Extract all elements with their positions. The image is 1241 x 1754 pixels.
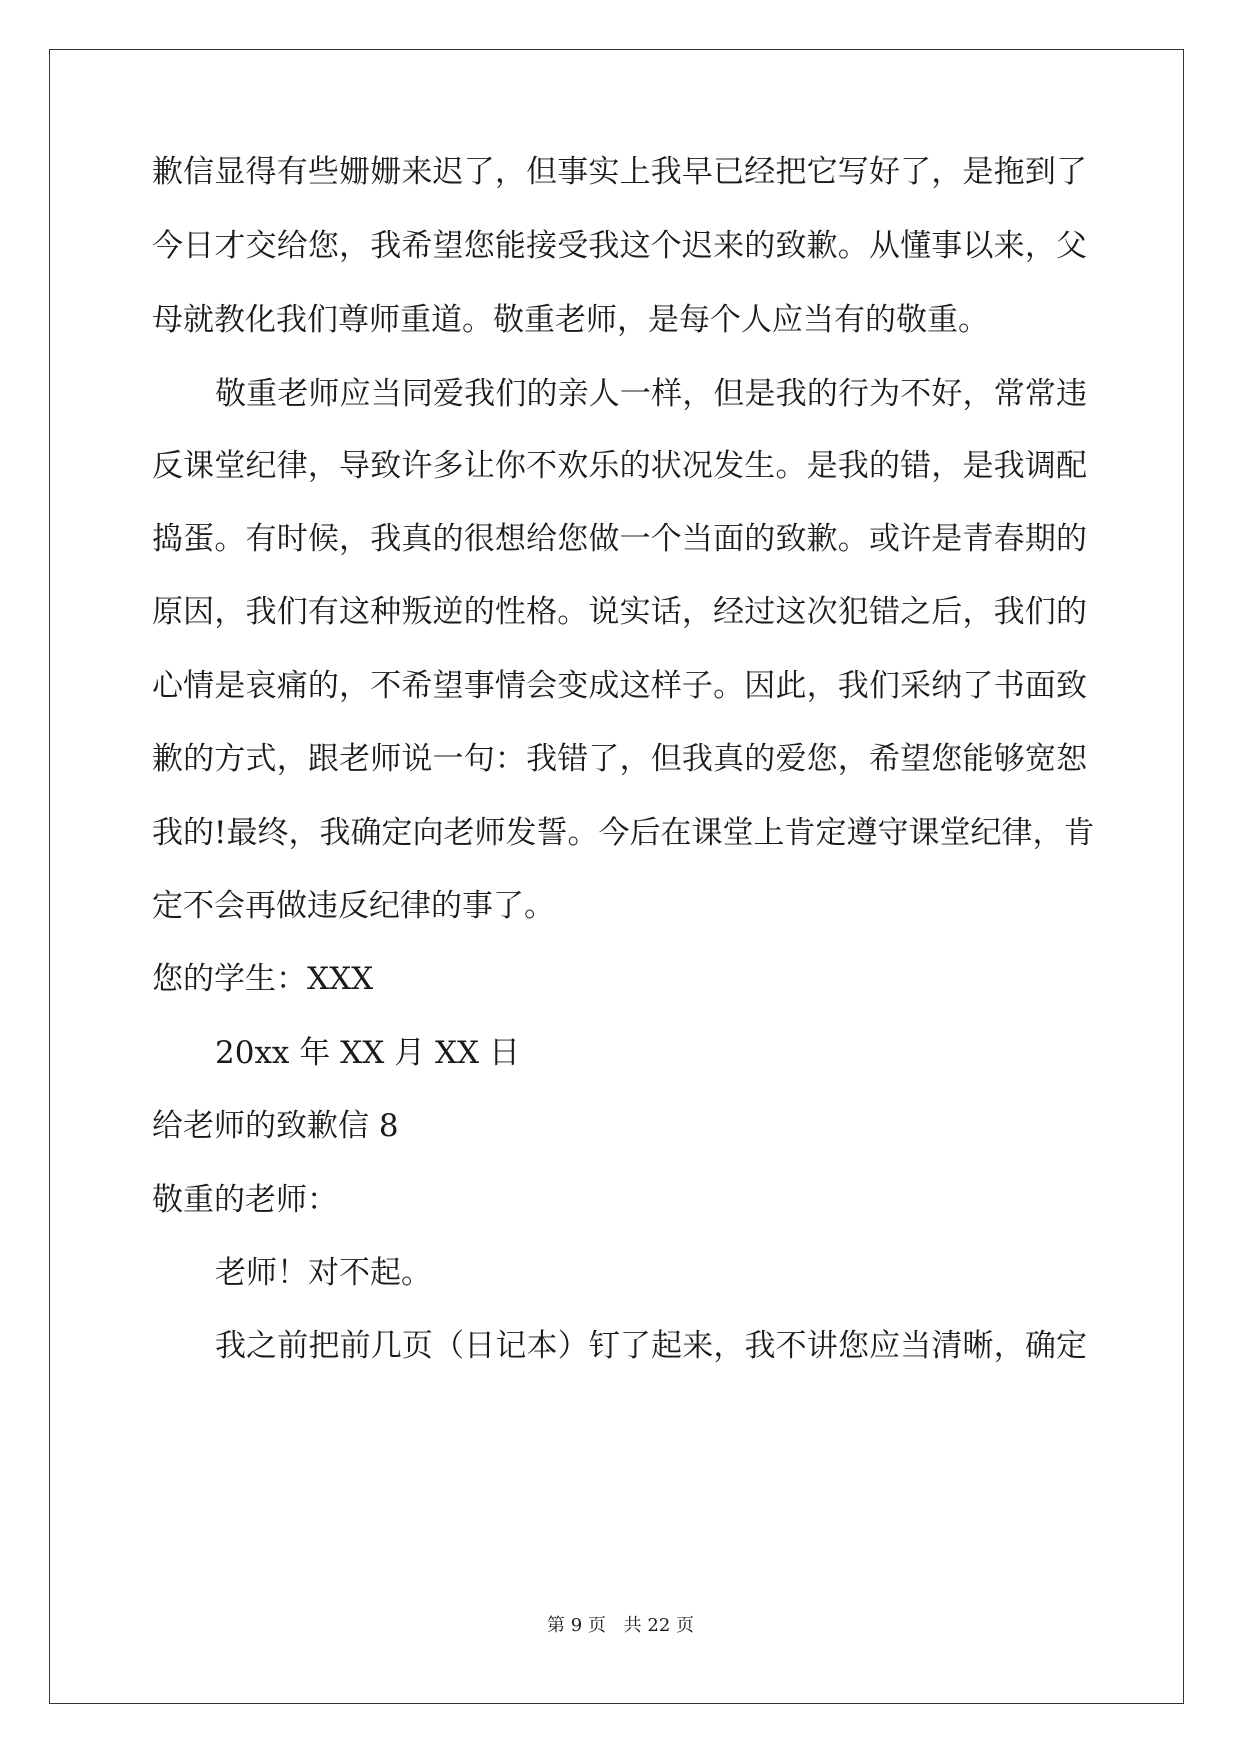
- body-line: 今日才交给您，我希望您能接受我这个迟来的致歉。从懂事以来，父: [152, 228, 1087, 264]
- body-line: 定不会再做违反纪律的事了。: [152, 888, 555, 924]
- paragraph-first-line: 敬重老师应当同爱我们的亲人一样，但是我的行为不好，常常违: [215, 376, 1087, 412]
- body-line: 捣蛋。有时候，我真的很想给您做一个当面的致歉。或许是青春期的: [152, 521, 1087, 557]
- page-total: 共 22 页: [623, 1615, 694, 1636]
- body-line: 母就教化我们尊师重道。敬重老师，是每个人应当有的敬重。: [152, 302, 989, 338]
- salutation: 敬重的老师：: [152, 1182, 338, 1218]
- opening-line: 老师！对不起。: [215, 1255, 432, 1291]
- signature-student: 您的学生：XXX: [152, 961, 374, 997]
- body-line: 原因，我们有这种叛逆的性格。说实话，经过这次犯错之后，我们的: [152, 594, 1087, 630]
- page-border: [49, 49, 1184, 1704]
- page-footer: [0, 1614, 1241, 1638]
- paragraph-first-line: 我之前把前几页（日记本）钉了起来，我不讲您应当清晰，确定: [215, 1328, 1087, 1364]
- letter-heading: 给老师的致歉信 8: [152, 1108, 399, 1144]
- body-line: 反课堂纪律，导致许多让你不欢乐的状况发生。是我的错，是我调配: [152, 448, 1087, 484]
- body-line: 歉的方式，跟老师说一句：我错了，但我真的爱您，希望您能够宽恕: [152, 741, 1087, 777]
- signature-date: 20xx 年 XX 月 XX 日: [215, 1035, 520, 1071]
- body-line: 我的!最终，我确定向老师发誓。今后在课堂上肯定遵守课堂纪律，肯: [152, 815, 1095, 851]
- page-number: 第 9 页: [547, 1615, 606, 1636]
- body-line: 歉信显得有些姗姗来迟了，但事实上我早已经把它写好了，是拖到了: [152, 154, 1087, 190]
- body-line: 心情是哀痛的，不希望事情会变成这样子。因此，我们采纳了书面致: [152, 668, 1087, 704]
